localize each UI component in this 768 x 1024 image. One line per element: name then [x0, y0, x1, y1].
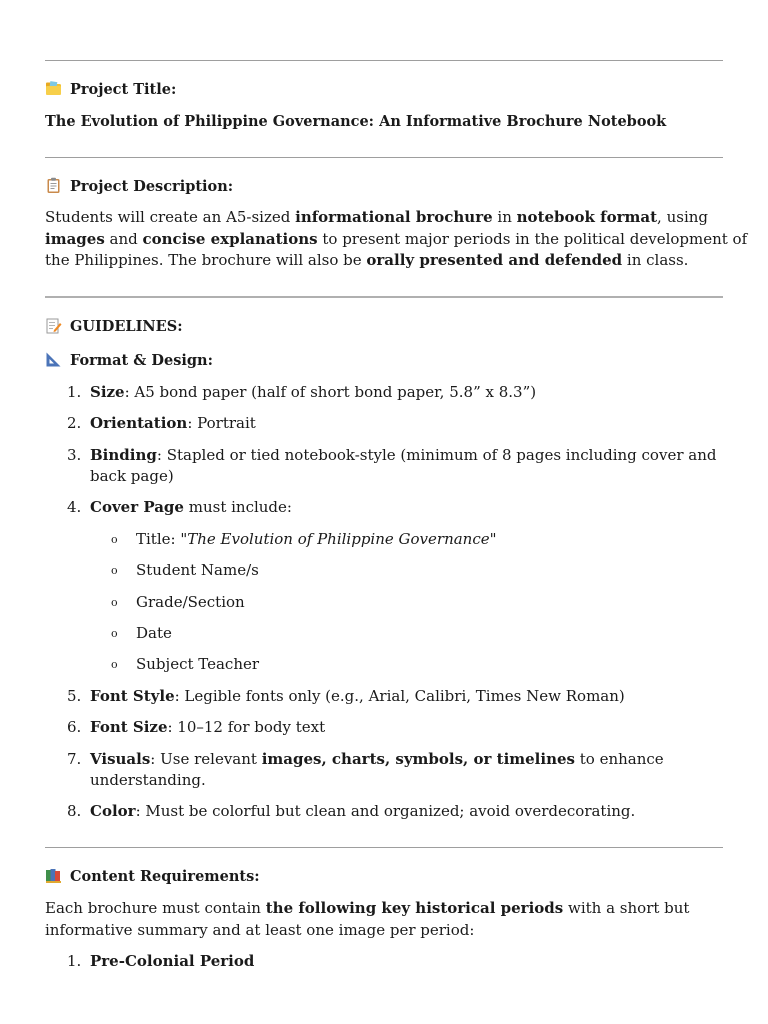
books-icon: [45, 867, 62, 884]
content-requirements-text: Each brochure must contain the following key historical periods with a short but informative summary and at least one image per period:: [45, 899, 690, 939]
divider: [45, 296, 723, 298]
format-design-heading: Format & Design:: [45, 350, 213, 371]
project-title: The Evolution of Philippine Governance: An Informative Brochure Notebook: [45, 113, 667, 130]
project-title-heading: Project Title:: [45, 79, 176, 100]
divider: [45, 157, 723, 158]
divider: [45, 60, 723, 61]
content-requirements-heading: Content Requirements:: [45, 866, 260, 887]
divider: [45, 847, 723, 848]
project-description-heading: Project Description:: [45, 176, 233, 197]
project-description-text: Students will create an A5-sized informational brochure in notebook format, using images and concise explanations to present major periods in the political development of the Philippines. The brochure will also be orally presented and defended in class.: [45, 208, 748, 269]
guidelines-heading: GUIDELINES:: [45, 316, 183, 337]
triangle-ruler-icon: [45, 351, 62, 368]
clipboard-icon: [45, 177, 62, 194]
memo-icon: [45, 317, 62, 334]
folder-icon: [45, 80, 62, 97]
